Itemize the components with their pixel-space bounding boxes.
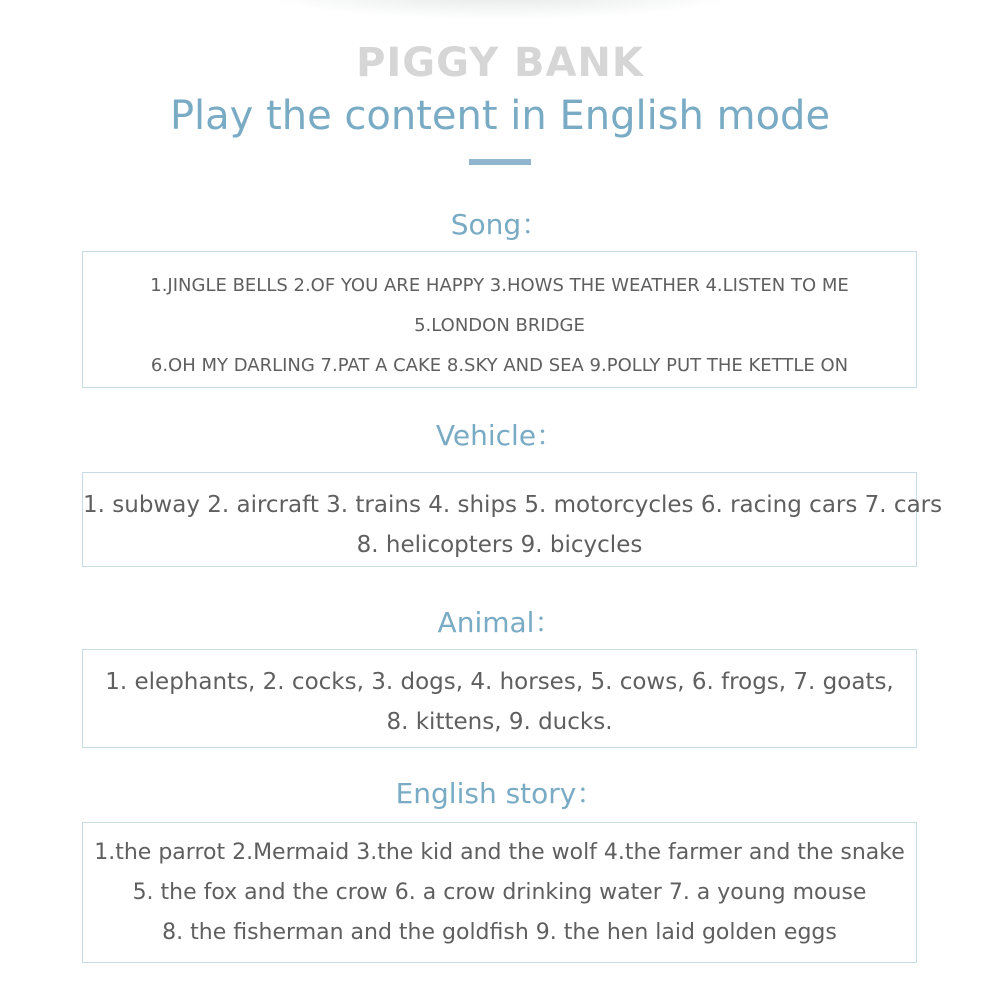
animal-line: 8. kittens, 9. ducks.	[386, 709, 613, 735]
vehicle-line: 8. helicopters 9. bicycles	[356, 532, 643, 558]
vehicle-list-box	[82, 472, 943, 567]
animal-line: 1. elephants, 2. cocks, 3. dogs, 4. horses, 5. cows, 6. frogs, 7. goats,	[105, 669, 894, 695]
song-line: 1.JINGLE BELLS 2.OF YOU ARE HAPPY 3.HOWS THE WEATHER 4.LISTEN TO ME	[150, 275, 849, 296]
top-glow-decoration	[250, 0, 750, 20]
song-list-box	[82, 251, 917, 388]
song-line: 6.OH MY DARLING 7.PAT A CAKE 8.SKY AND SEA 9.POLLY PUT THE KETTLE ON	[150, 355, 849, 376]
page-headline: Play the content in English mode	[169, 93, 831, 139]
section-heading-vehicle: Vehicle：	[435, 419, 565, 452]
story-list-box	[82, 822, 917, 963]
story-line: 5. the fox and the crow 6. a crow drinking water 7. a young mouse	[132, 880, 867, 905]
brand-title: PIGGY BANK	[356, 40, 644, 86]
section-heading-story: English story：	[395, 777, 605, 810]
song-line: 5.LONDON BRIDGE	[414, 315, 585, 336]
story-line: 1.the parrot 2.Mermaid 3.the kid and the wolf 4.the farmer and the snake	[94, 840, 905, 865]
story-line: 8. the fisherman and the goldfish 9. the hen laid golden eggs	[162, 920, 837, 945]
section-heading-song: Song：	[450, 208, 550, 241]
headline-divider	[469, 159, 531, 165]
animal-list-box	[82, 649, 917, 748]
section-heading-animal: Animal：	[437, 606, 563, 639]
vehicle-line: 1. subway 2. aircraft 3. trains 4. ships 5. motorcycles 6. racing cars 7. cars	[83, 492, 943, 518]
